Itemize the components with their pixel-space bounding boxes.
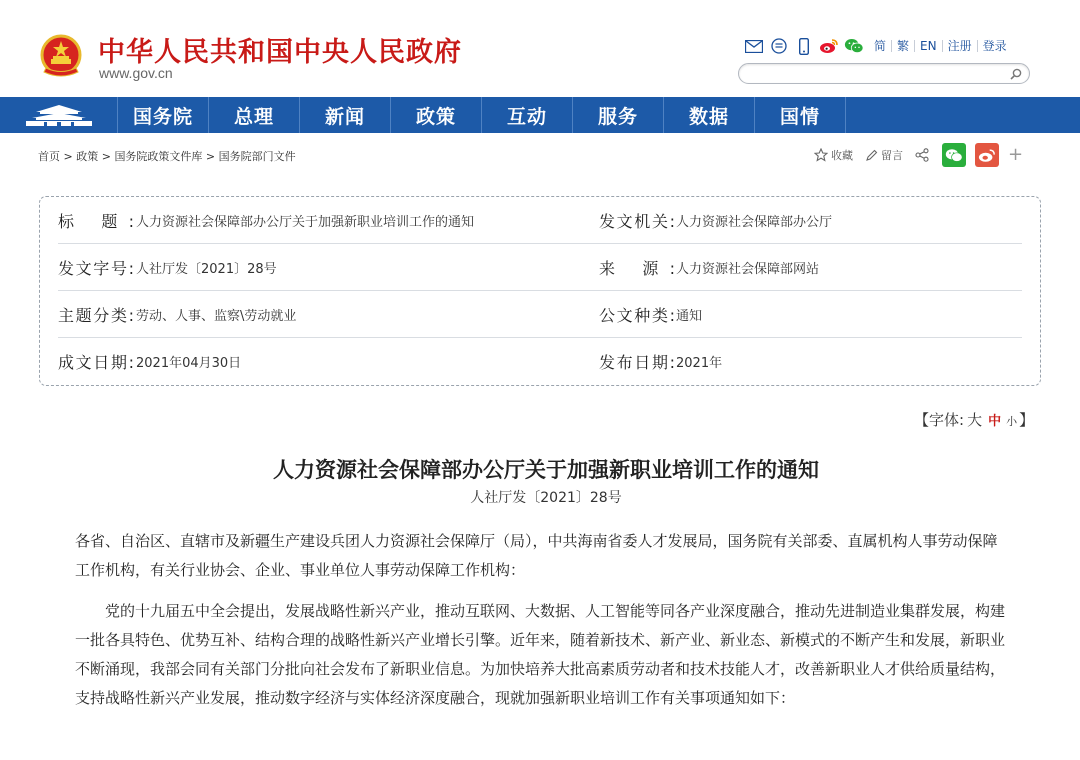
breadcrumb-home[interactable]: 首页 <box>38 150 60 163</box>
register-link[interactable]: 注册 <box>942 40 977 52</box>
comment-button[interactable] <box>865 147 903 163</box>
nav-item-national-info[interactable]: 国情 <box>755 97 846 133</box>
lang-english-link[interactable]: EN <box>914 40 942 52</box>
font-size-small-button[interactable]: 小 <box>1006 415 1018 428</box>
document-info-table <box>39 196 1041 386</box>
article-paragraph: 各省、自治区、直辖市及新疆生产建设兵团人力资源社会保障厅（局），中共海南省委人才发展局，国务院有关部委、直属机构人事劳动保障工作机构，有关行业协会、企业、事业单位人事劳动保障工作机构： <box>75 532 998 579</box>
main-nav <box>0 97 1080 133</box>
doc-number-value: 人社厅发〔2021〕28号 <box>136 262 277 277</box>
info-label-cell <box>599 338 675 385</box>
weibo-share-button[interactable] <box>975 143 999 167</box>
nav-home[interactable] <box>0 97 118 133</box>
source-value: 人力资源社会保障部网站 <box>676 262 820 277</box>
mail-icon[interactable] <box>744 37 764 55</box>
message-icon[interactable] <box>769 37 789 55</box>
breadcrumb-separator: > <box>98 150 115 163</box>
comment-label: 留言 <box>881 149 903 162</box>
written-date-value: 2021年04月30日 <box>136 356 242 371</box>
login-link[interactable]: 登录 <box>977 40 1012 52</box>
info-label-cell <box>599 244 675 291</box>
share-bar <box>814 143 1023 167</box>
info-label-cell <box>58 244 134 291</box>
nav-item-premier[interactable]: 总理 <box>209 97 300 133</box>
nav-item-policy[interactable]: 政策 <box>391 97 482 133</box>
title-label: 标 题: <box>58 212 134 231</box>
lang-traditional-link[interactable]: 繁 <box>891 40 914 52</box>
wechat-icon <box>945 148 963 163</box>
share-icon <box>915 148 929 162</box>
star-icon <box>814 148 828 162</box>
favorite-label: 收藏 <box>831 149 853 162</box>
utility-bar <box>744 36 1012 56</box>
font-size-prefix: 【字体: <box>914 411 965 429</box>
info-label-cell <box>58 338 134 385</box>
info-label-cell <box>599 291 675 338</box>
pencil-icon <box>865 149 878 162</box>
search-input[interactable] <box>749 66 999 81</box>
search-box <box>738 63 1030 84</box>
nav-item-services[interactable]: 服务 <box>573 97 664 133</box>
font-size-large-button[interactable]: 大 <box>967 411 983 429</box>
doc-number-label: 发文字号: <box>58 259 134 278</box>
article-paragraph: 党的十九届五中全会提出，发展战略性新兴产业，推动互联网、大数据、人工智能等同各产业深度融合，推动先进制造业集群发展，构建一批各具特色、优势互补、结构合理的战略性新兴产业增长引擎。近年来，随着新技术、新产业、新业态、新模式的不断产生和发展，新职业不断涌现，我部会同有关部门分批向社会发布了新职业信息。为加快培养大批高素质劳动者和技术技能人才，改善新职业人才供给质量结构，支持战略性新兴产业发展，推动数字经济与实体经济深度融合，现就加强新职业培训工作有关事项通知如下： <box>75 602 1006 707</box>
info-label-cell <box>58 291 134 338</box>
info-row <box>58 197 1022 244</box>
nav-item-state-council[interactable]: 国务院 <box>118 97 209 133</box>
breadcrumb-policy-library[interactable]: 国务院政策文件库 <box>114 150 203 163</box>
site-url[interactable]: www.gov.cn <box>99 65 173 81</box>
more-share-icon[interactable]: + <box>1008 144 1024 165</box>
doc-type-value: 通知 <box>676 309 703 324</box>
nav-item-interaction[interactable]: 互动 <box>482 97 573 133</box>
publish-date-value: 2021年 <box>676 356 723 371</box>
mobile-icon[interactable] <box>794 37 814 55</box>
nav-item-data[interactable]: 数据 <box>664 97 755 133</box>
site-header <box>0 0 1080 97</box>
category-value: 劳动、人事、监察\劳动就业 <box>136 309 297 324</box>
breadcrumb <box>38 148 296 164</box>
breadcrumb-separator: > <box>202 150 219 163</box>
article-title: 人力资源社会保障部办公厅关于加强新职业培训工作的通知 <box>273 457 819 482</box>
nav-item-news[interactable]: 新闻 <box>300 97 391 133</box>
tiananmen-icon <box>22 103 96 127</box>
source-label: 来 源: <box>599 259 675 278</box>
info-row <box>58 291 1022 338</box>
issuer-label: 发文机关: <box>599 212 675 231</box>
favorite-button[interactable] <box>814 147 853 163</box>
title-value: 人力资源社会保障部办公厅关于加强新职业培训工作的通知 <box>136 215 475 230</box>
info-label-cell <box>58 197 134 244</box>
lang-simplified-link[interactable]: 简 <box>874 39 887 53</box>
breadcrumb-department-docs[interactable]: 国务院部门文件 <box>218 150 296 163</box>
publish-date-label: 发布日期: <box>599 353 675 372</box>
breadcrumb-policy[interactable]: 政策 <box>76 150 99 163</box>
weibo-icon[interactable] <box>819 37 839 55</box>
wechat-share-button[interactable] <box>942 143 966 167</box>
issuer-value: 人力资源社会保障部办公厅 <box>676 215 833 230</box>
font-size-control <box>914 409 1034 430</box>
search-icon[interactable] <box>1009 67 1023 81</box>
share-button[interactable] <box>915 148 932 162</box>
font-size-medium-button[interactable]: 中 <box>988 414 1002 429</box>
weibo-icon <box>978 148 996 163</box>
doc-type-label: 公文种类: <box>599 306 675 325</box>
info-row <box>58 244 1022 291</box>
font-size-suffix: 】 <box>1019 411 1035 429</box>
wechat-icon[interactable] <box>844 37 864 55</box>
info-row <box>58 338 1022 385</box>
written-date-label: 成文日期: <box>58 353 134 372</box>
info-label-cell <box>599 197 675 244</box>
category-label: 主题分类: <box>58 306 134 325</box>
breadcrumb-separator: > <box>60 150 77 163</box>
site-title[interactable]: 中华人民共和国中央人民政府 <box>98 37 462 68</box>
article-doc-number: 人社厅发〔2021〕28号 <box>470 490 622 506</box>
national-emblem-icon[interactable] <box>38 34 84 80</box>
